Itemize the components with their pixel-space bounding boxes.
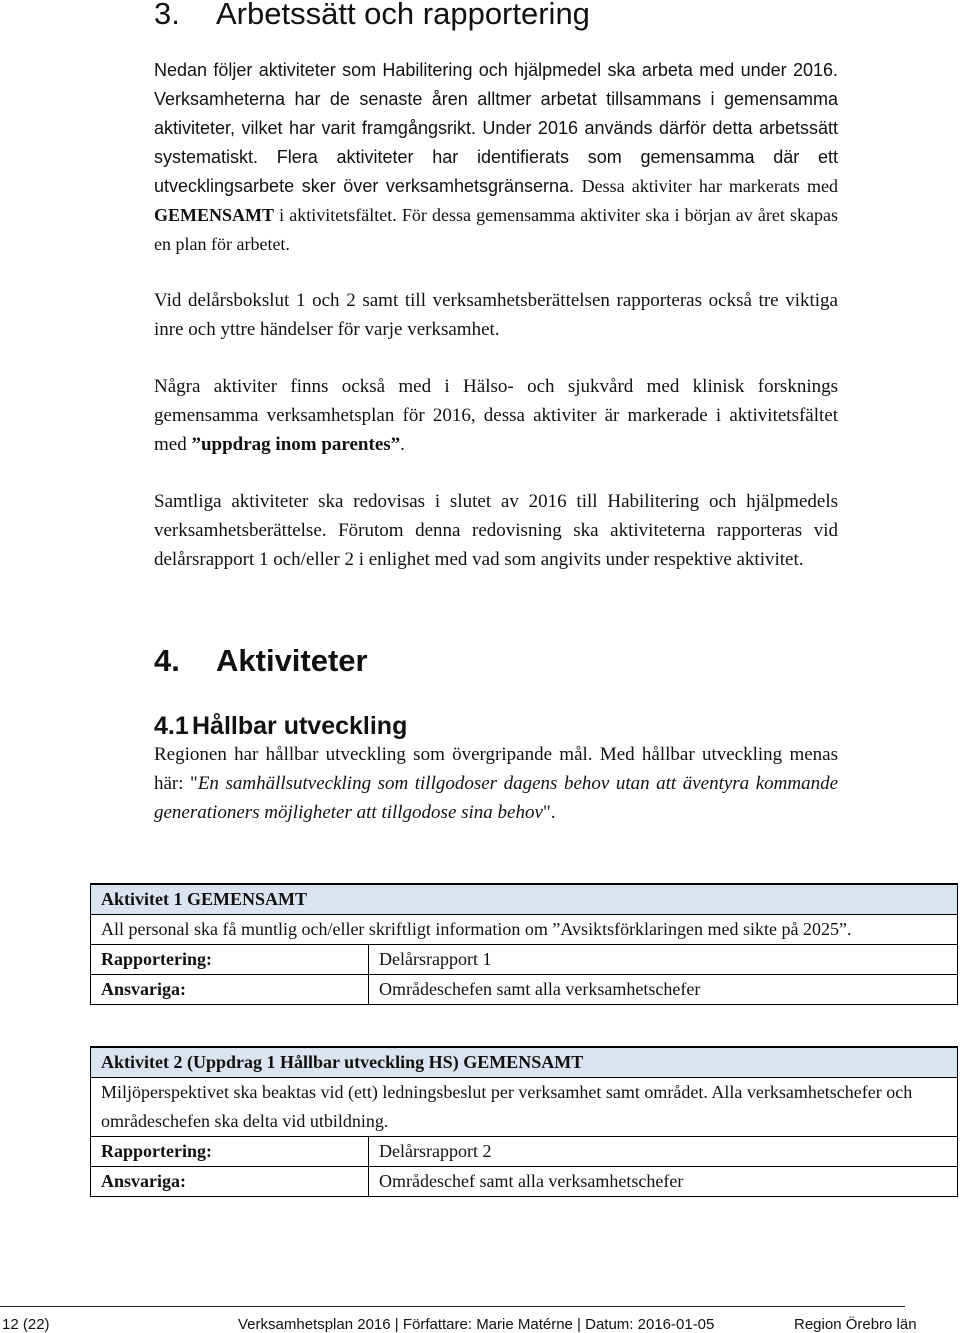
paragraph-text: . xyxy=(400,434,405,455)
section-4-heading xyxy=(154,643,368,679)
paragraph-sustainability xyxy=(154,740,838,827)
paragraph-summary xyxy=(154,487,838,574)
section-number: 3. xyxy=(154,0,180,31)
paragraph-research xyxy=(154,372,838,459)
paragraph-text: Några aktiviter finns också med i Hälso- och sjukvård med klinisk forsknings gemensamma verksamhetsplan för 2016, dessa aktiviter är markerade i aktivitetsfältet med xyxy=(154,376,838,455)
paragraph-text: Regionen har hållbar utveckling som övergripande mål. Med hållbar utveckling menas här: " xyxy=(154,744,838,794)
activity-responsible-row xyxy=(91,975,958,1005)
parentheses-marker: ”uppdrag inom parentes” xyxy=(191,434,401,455)
paragraph-intro xyxy=(154,56,838,259)
activity-reporting-row xyxy=(91,1137,958,1167)
section-4-1-heading xyxy=(154,712,407,741)
reporting-value: Delårsrapport 2 xyxy=(369,1137,958,1167)
paragraph-reporting xyxy=(154,286,838,344)
section-title: Aktiviteter xyxy=(216,643,368,678)
paragraph-text: Nedan följer aktiviteter som Habilitering och hjälpmedel ska arbeta med under xyxy=(154,60,787,80)
paragraph-text: i aktivitetsfältet. För dessa gemensamma aktiviter ska i början av året skapas en plan för arbetet. xyxy=(154,205,838,254)
footer-organization: Region Örebro län xyxy=(794,1316,917,1333)
paragraph-text: Dessa aktiviter har markerats med xyxy=(581,176,838,196)
activity-header-row xyxy=(91,884,958,915)
section-3-heading xyxy=(154,0,590,32)
reporting-label: Rapportering: xyxy=(91,1137,369,1167)
activity-table-1 xyxy=(90,883,958,1005)
responsible-label: Ansvariga: xyxy=(91,975,369,1005)
activity-header-row xyxy=(91,1047,958,1078)
reporting-value: Delårsrapport 1 xyxy=(369,945,958,975)
activity-description-row xyxy=(91,915,958,945)
section-title: Arbetssätt och rapportering xyxy=(216,0,590,31)
paragraph-text: 2016. Verksamheterna har de senaste åren alltmer arbetat tillsammans i gemensamma aktiviteter, vilket har varit framgångsrikt. Under 2016 används därför detta arbetssätt systematiskt. Flera aktiviteter har identifierats som gemensamma där ett utvecklingsarbete sker över verksamhetsgränserna. xyxy=(154,60,838,196)
activity-responsible-row xyxy=(91,1167,958,1197)
activity-title: Aktivitet 1 GEMENSAMT xyxy=(91,884,958,915)
responsible-value: Områdeschef samt alla verksamhetschefer xyxy=(369,1167,958,1197)
footer-document-meta: Verksamhetsplan 2016 | Författare: Marie Matérne | Datum: 2016-01-05 xyxy=(238,1316,715,1333)
activity-description-row xyxy=(91,1078,958,1137)
section-title: Hållbar utveckling xyxy=(192,712,408,740)
reporting-label: Rapportering: xyxy=(91,945,369,975)
footer-page-number: 12 (22) xyxy=(2,1316,50,1333)
responsible-label: Ansvariga: xyxy=(91,1167,369,1197)
responsible-value: Områdeschefen samt alla verksamhetschefer xyxy=(369,975,958,1005)
section-number: 4.1 xyxy=(154,712,189,740)
activity-reporting-row xyxy=(91,945,958,975)
paragraph-text: Vid delårsbokslut 1 och 2 samt till verksamhetsberättelsen rapporteras också tre viktiga inre och yttre händelser för varje verksamhet. xyxy=(154,290,838,340)
activity-table-2 xyxy=(90,1046,958,1197)
footer-divider xyxy=(0,1306,905,1307)
activity-description: All personal ska få muntlig och/eller skriftligt information om ”Avsiktsförklaringen med sikte på 2025”. xyxy=(91,915,958,945)
paragraph-text: ". xyxy=(542,802,556,823)
activity-description: Miljöperspektivet ska beaktas vid (ett) ledningsbeslut per verksamhet samt området. Alla verksamhetschefer och områdeschefen ska delta vid utbildning. xyxy=(91,1078,958,1137)
gemensamt-marker: GEMENSAMT xyxy=(154,205,275,225)
activity-title: Aktivitet 2 (Uppdrag 1 Hållbar utveckling HS) GEMENSAMT xyxy=(91,1047,958,1078)
paragraph-text: Samtliga aktiviteter ska redovisas i slutet av 2016 till Habilitering och hjälpmedels verksamhetsberättelse. Förutom denna redovisning ska aktiviteterna rapporteras vid delårsrapport 1 och/eller 2 i enlighet med vad som angivits under respektive aktivitet. xyxy=(154,491,838,570)
definition-quote: En samhällsutveckling som tillgodoser dagens behov utan att äventyra kommande generationers möjligheter att tillgodose sina behov xyxy=(154,773,839,823)
section-number: 4. xyxy=(154,643,180,678)
